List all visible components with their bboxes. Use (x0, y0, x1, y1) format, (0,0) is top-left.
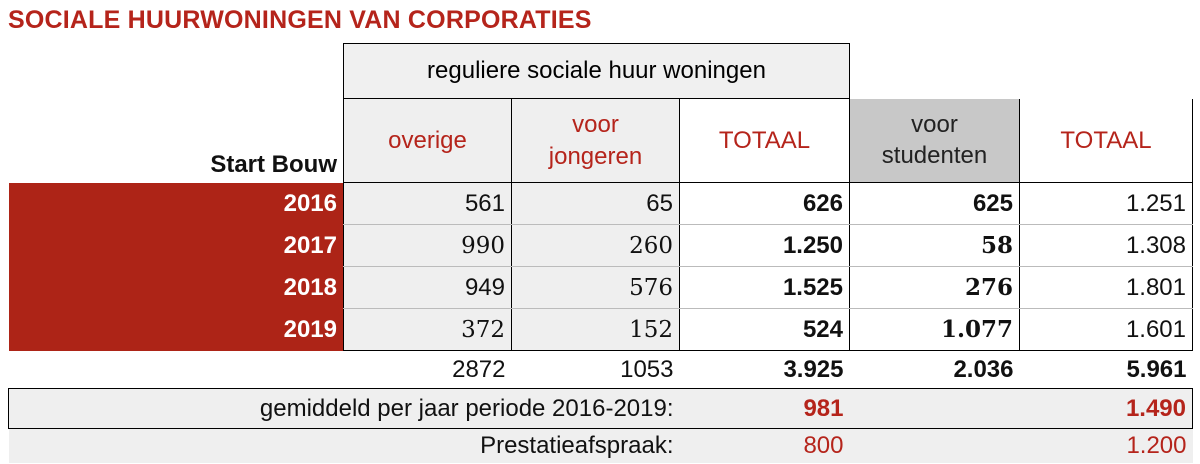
empty-header-right (850, 44, 1193, 99)
sum-row (9, 351, 1193, 389)
cell-studenten: 276 (850, 267, 1020, 309)
prestatie-label: Prestatieafspraak: (9, 429, 680, 463)
cell-totaal-2: 1.251 (1020, 183, 1193, 225)
sum-totaal: 3.925 (783, 355, 844, 383)
cell-jongeren: 152 (512, 309, 680, 351)
average-row (9, 389, 1193, 429)
prestatie-totaal-2: 1.200 (1020, 429, 1193, 463)
cell-totaal-2: 1.801 (1020, 267, 1193, 309)
col-header-totaal-2 (1020, 99, 1193, 183)
cell-overige: 561 (344, 183, 512, 225)
sum-totaal-2: 5.961 (1126, 355, 1187, 383)
prestatie-row (9, 429, 1193, 463)
col-header-overige-text: overige (388, 126, 467, 154)
cell-jongeren: 65 (512, 183, 680, 225)
table-row (9, 183, 1193, 225)
average-label: gemiddeld per jaar periode 2016-2019: (9, 389, 680, 429)
cell-jongeren: 260 (512, 225, 680, 267)
cell-totaal-2: 1.308 (1020, 225, 1193, 267)
table-row (9, 267, 1193, 309)
cell-totaal: 626 (680, 183, 850, 225)
cell-studenten: 625 (850, 183, 1020, 225)
col-header-totaal-text: TOTAAL (718, 126, 811, 154)
year-cell: 2019 (9, 309, 344, 351)
average-totaal: 981 (680, 389, 850, 429)
cell-totaal: 1.525 (680, 267, 850, 309)
col-header-totaal-2-text: TOTAAL (1060, 126, 1152, 154)
cell-jongeren: 576 (512, 267, 680, 309)
cell-studenten: 58 (850, 225, 1020, 267)
col-header-studenten (850, 99, 1020, 183)
average-totaal-2: 1.490 (1020, 389, 1193, 429)
col-header-studenten-line2: studenten (881, 142, 988, 170)
col-header-studenten-line1: voor (911, 111, 958, 139)
cell-overige: 372 (344, 309, 512, 351)
col-header-jongeren-line2: jongeren (548, 142, 643, 170)
cell-overige: 949 (344, 267, 512, 309)
sum-label-empty (9, 351, 344, 389)
cell-totaal-2: 1.601 (1020, 309, 1193, 351)
prestatie-empty (850, 429, 1020, 463)
cell-overige: 990 (344, 225, 512, 267)
housing-table (8, 43, 1193, 463)
average-empty (850, 389, 1020, 429)
col-header-jongeren-line1: voor (572, 111, 619, 139)
col-header-totaal (680, 99, 850, 183)
prestatie-totaal: 800 (680, 429, 850, 463)
col-header-jongeren (512, 99, 680, 183)
table-row (9, 225, 1193, 267)
empty-corner (9, 44, 344, 99)
sum-studenten: 2.036 (953, 355, 1014, 383)
year-cell: 2018 (9, 267, 344, 309)
year-cell: 2017 (9, 225, 344, 267)
sum-overige: 2872 (452, 355, 506, 383)
cell-studenten: 1.077 (850, 309, 1020, 351)
group-header: reguliere sociale huur woningen (344, 44, 850, 99)
sum-jongeren: 1053 (620, 355, 674, 383)
year-cell: 2016 (9, 183, 344, 225)
cell-totaal: 524 (680, 309, 850, 351)
cell-totaal: 1.250 (680, 225, 850, 267)
row-label-start-bouw: Start Bouw (210, 150, 337, 178)
table-row (9, 309, 1193, 351)
page-title: SOCIALE HUURWONINGEN VAN CORPORATIES (8, 6, 592, 34)
col-header-overige (344, 99, 512, 183)
